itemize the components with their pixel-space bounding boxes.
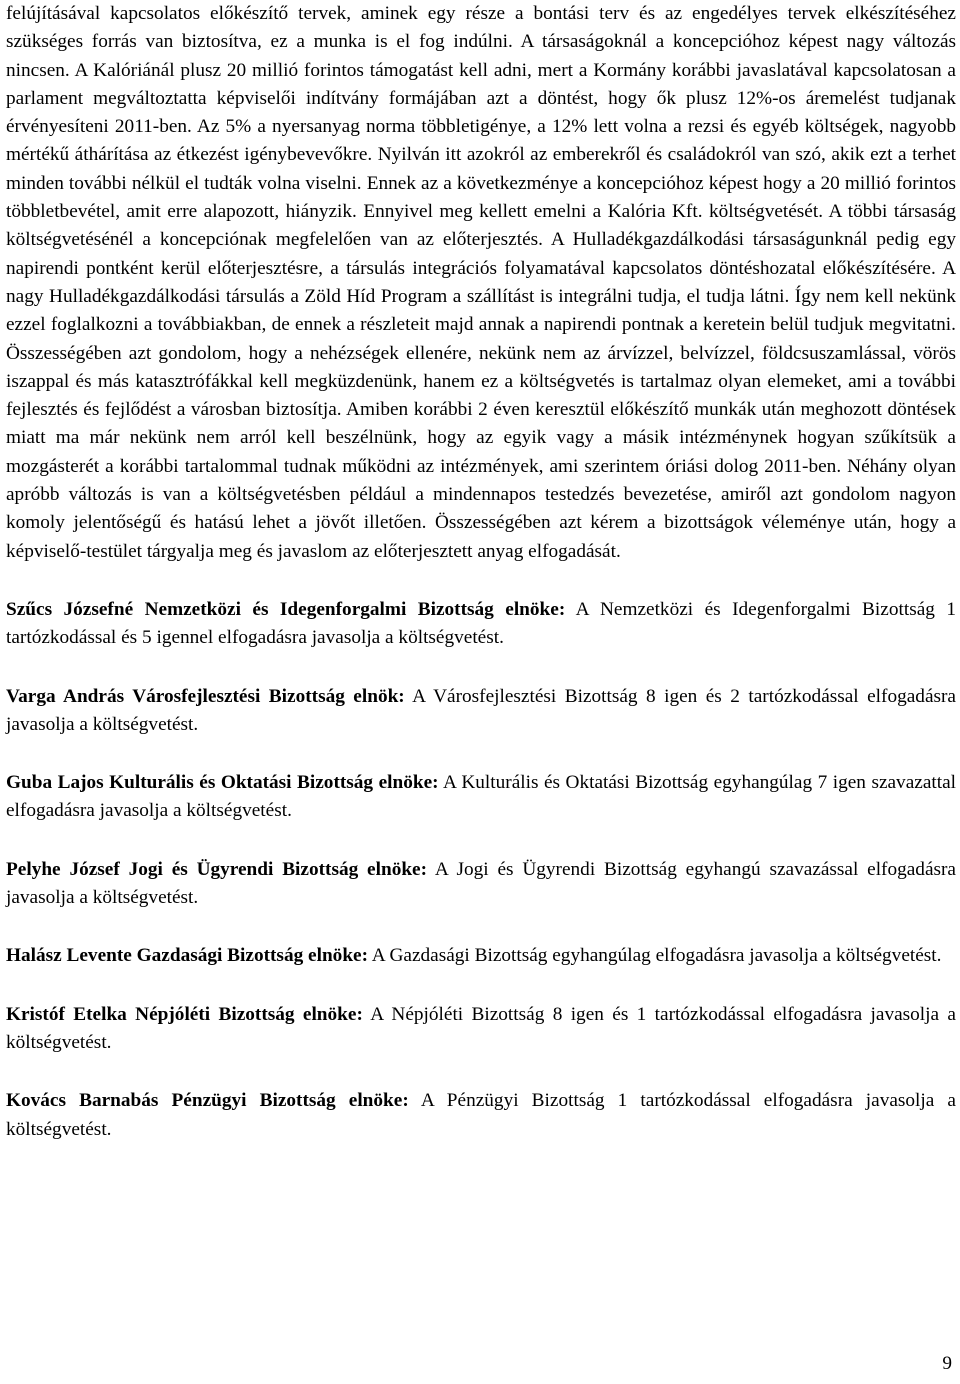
committee-statement-international	[6, 596, 956, 653]
committee-statement-finance	[6, 1087, 956, 1144]
speaker-name: Guba Lajos Kulturális és Oktatási Bizottság elnöke:	[6, 772, 439, 794]
page-number: 9	[942, 1353, 952, 1374]
statement-text: A Városfejlesztési Bizottság 8 igen és 2 tartózkodással elfogadásra javasolja a költségvetést.	[6, 685, 956, 735]
statement-text: A Jogi és Ügyrendi Bizottság egyhangú szavazással elfogadásra javasolja a költségvetést.	[6, 858, 956, 909]
committee-statement-welfare	[6, 1001, 956, 1058]
speaker-name: Varga András Városfejlesztési Bizottság elnök:	[6, 685, 405, 707]
speaker-name: Pelyhe József Jogi és Ügyrendi Bizottság elnöke:	[6, 858, 428, 880]
statement-text: A Népjóléti Bizottság 8 igen és 1 tartózkodással elfogadásra javasolja a költségvetést.	[6, 1003, 956, 1053]
speaker-name: Kovács Barnabás Pénzügyi Bizottság elnöke:	[6, 1090, 409, 1112]
committee-statement-economic	[6, 942, 956, 970]
statement-text: A Kulturális és Oktatási Bizottság egyhangúlag 7 igen szavazattal elfogadásra javasolja a költségvetést.	[6, 772, 957, 822]
speaker-name: Kristóf Etelka Népjóléti Bizottság elnöke:	[6, 1003, 363, 1025]
speaker-name: Szűcs Józsefné Nemzetközi és Idegenforgalmi Bizottság elnöke:	[6, 598, 566, 620]
statement-text: A Gazdasági Bizottság egyhangúlag elfogadásra javasolja a költségvetést.	[371, 945, 942, 967]
speaker-name: Halász Levente Gazdasági Bizottság elnöke:	[6, 945, 369, 967]
intro-paragraph: felújításával kapcsolatos előkészítő tervek, aminek egy része a bontási terv és az engedélyes tervek elkészítéséhez szükséges forrás van biztosítva, ez a munka is el fog indúlni. A társaságoknál a koncepcióhoz képest nagy változás nincsen. A Kalóriánál plusz 20 millió forintos támogatást kell adni, mert a Kormány korábbi javaslatával kapcsolatosan a parlament megváltoztatta képviselői indítvány formájában azt a döntést, hogy ők plusz 12%-os áremelést tudjanak érvényesíteni 2011-ben. Az 5% a nyersanyag norma többletigénye, a 12% lett volna a rezsi és egyéb költségek, nagyobb mértékű áthárítása az étkezést igénybevevőkre. Nyilván itt azokról az emberekről és családokról van szó, akik ezt a terhet minden további nélkül el tudták volna viselni. Ennek az a következménye a koncepcióhoz képest hogy a 20 millió forintos többletbevétel, amit erre alapozott, hiányzik. Ennyivel meg kellett emelni a Kalória Kft. költségvetését. A többi társaság költségvetésénél a koncepciónak megfelelően van az előterjesztés. A Hulladékgazdálkodási társaságunknál pedig egy napirendi pontként kerül előterjesztésre, a társulás integrációs folyamatával kapcsolatos döntéshozatal előkészítésére. A nagy Hulladékgazdálkodási társulás a Zöld Híd Program a szállítást is integrálni tudja, el tudja látni. Így nem kell nekünk ezzel foglalkozni a továbbiakban, de ennek a részleteit majd annak a napirendi pontnak a keretein belül tudjuk megvitatni. Összességében azt gondolom, hogy a nehézségek ellenére, nekünk nem az árvízzel, belvízzel, földcsuszamlással, vörös iszappal és más katasztrófákkal kell megküzdenünk, hanem ez a költségvetés is tartalmaz olyan elemeket, ami a további fejlesztés és fejlődést a városban biztosítja. Amiben korábbi 2 éven keresztül előkészítő munkák után meghozott döntések miatt ma már nekünk nem arról kell beszélnünk, hogy az egyik vagy a másik intézménynek hogyan szűkítsük a mozgásterét a korábbi tartalommal tudnak működni az intézmények, ami szerintem óriási dolog 2011-ben. Néhány olyan apróbb változás is van a költségvetésben például a mindennapos testedzés bevezetése, amiről azt gondolom nagyon komoly jelentőségű és hatású lehet a jövőt illetően. Összességében azt kérem a bizottságok véleménye után, hogy a képviselő-testület tárgyalja meg és javaslom az előterjesztett anyag elfogadását.	[6, 3, 956, 562]
committee-statement-urban-development	[6, 683, 956, 740]
statement-text: A Pénzügyi Bizottság 1 tartózkodással elfogadásra javasolja a költségvetést.	[6, 1090, 956, 1140]
committee-statement-legal	[6, 856, 956, 913]
document-page	[6, 0, 956, 1144]
committee-statement-culture-education	[6, 769, 956, 826]
statement-text: A Nemzetközi és Idegenforgalmi Bizottság 1 tartózkodással és 5 igennel elfogadásra javasolja a költségvetést.	[6, 598, 956, 649]
